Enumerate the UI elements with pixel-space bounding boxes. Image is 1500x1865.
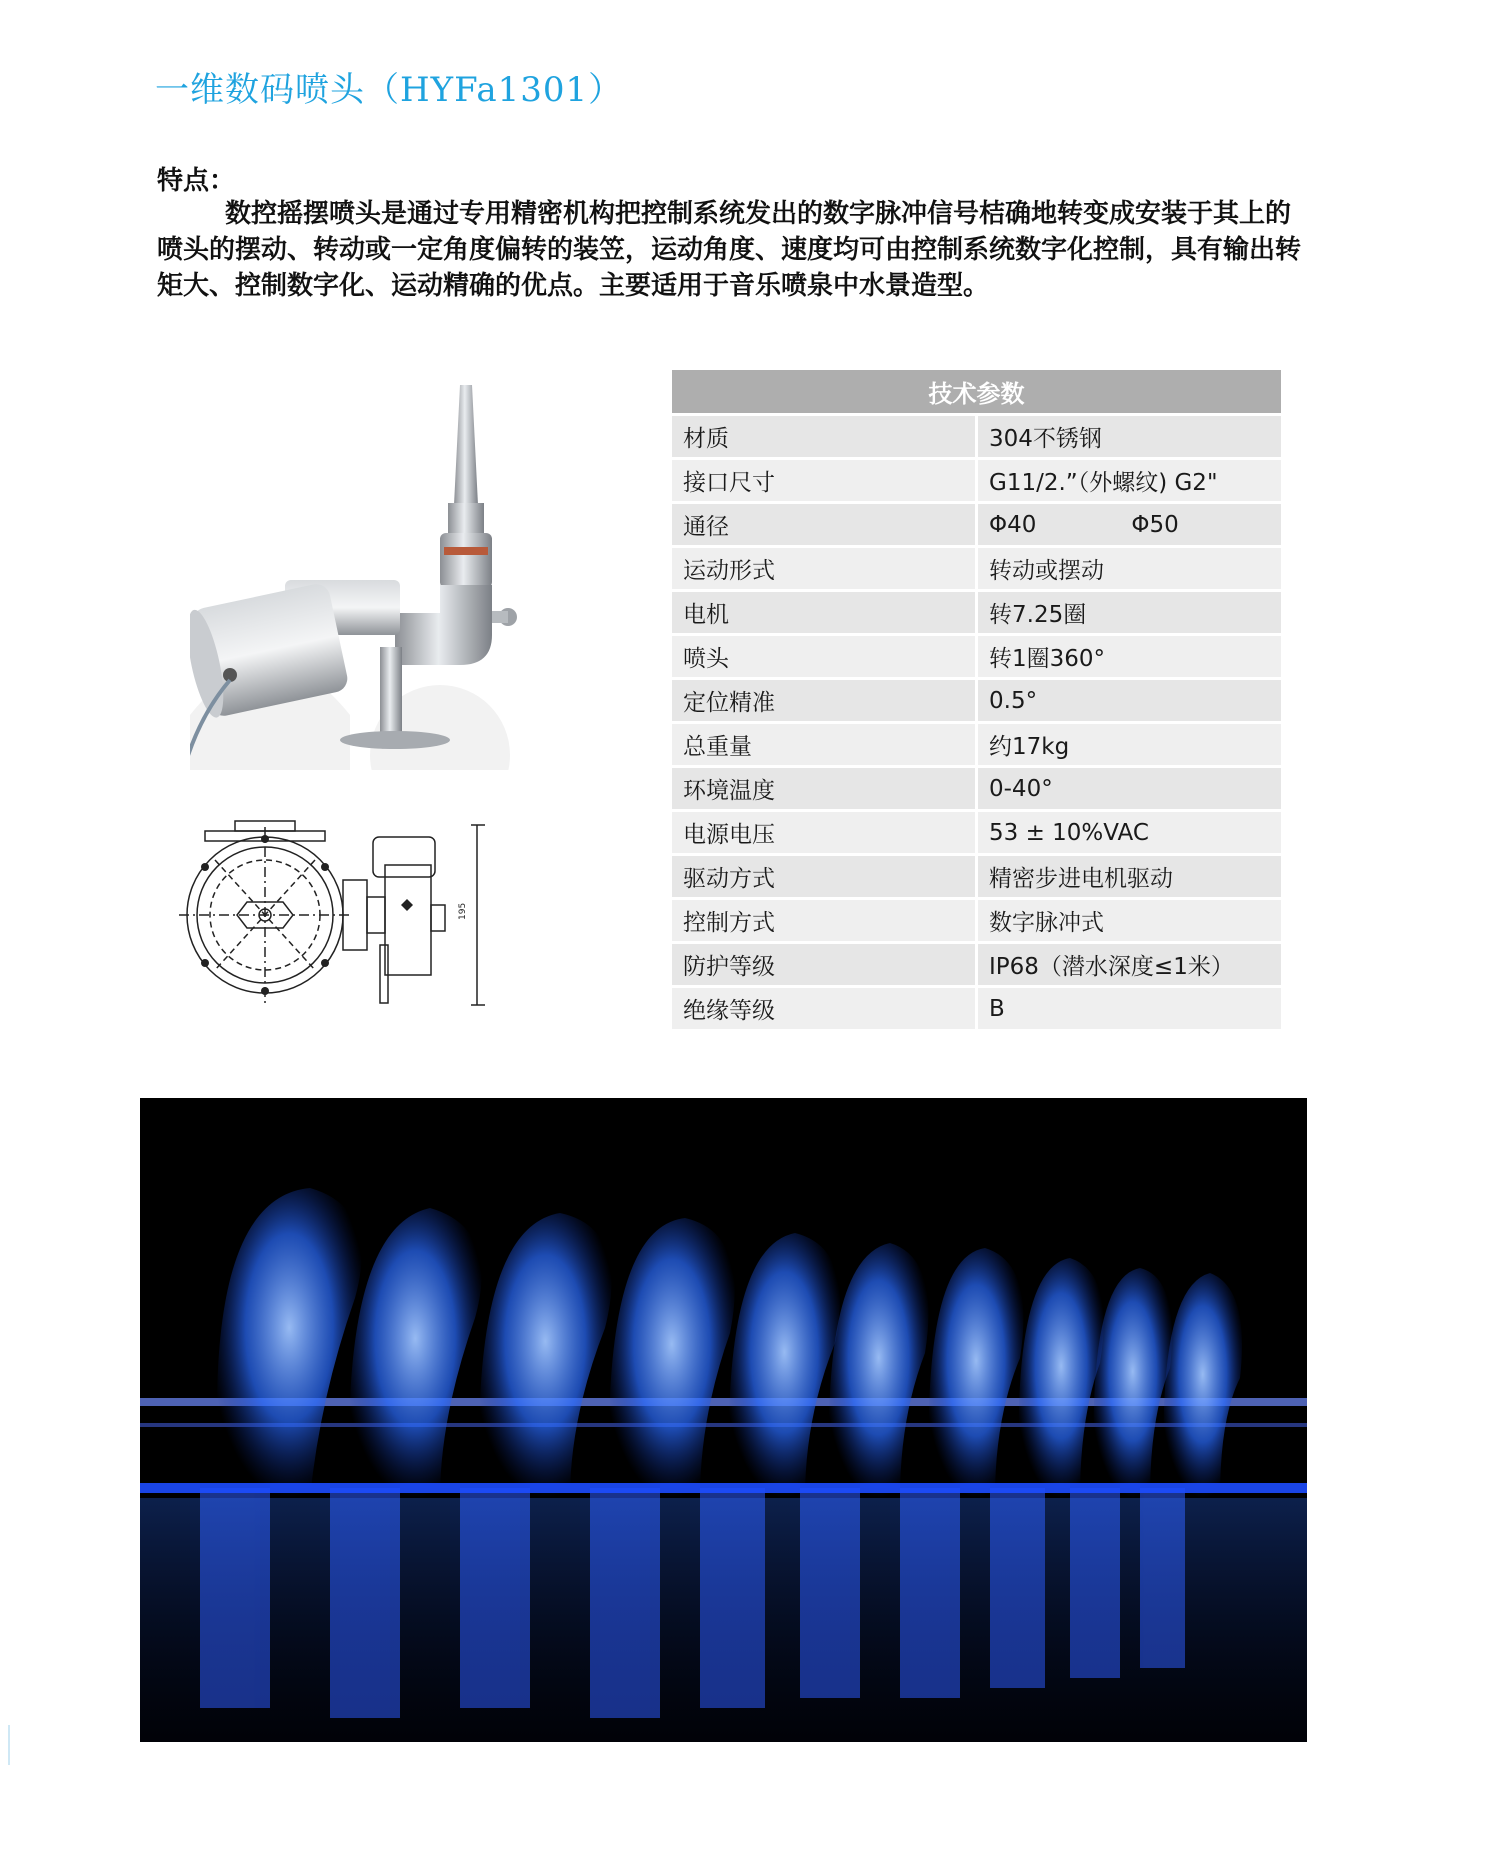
table-row: [672, 459, 1281, 503]
spec-value: 转7.25圈: [977, 591, 1282, 635]
table-row: [672, 723, 1281, 767]
spec-value: [977, 503, 1282, 547]
spec-table: [672, 370, 1281, 1032]
table-row: [672, 591, 1281, 635]
spec-value: 约17kg: [977, 723, 1282, 767]
spec-key: 绝缘等级: [672, 987, 977, 1031]
drawing-dimension: 195: [458, 902, 468, 920]
spec-value: G11/2.”（外螺纹) G2": [977, 459, 1282, 503]
table-row: [672, 635, 1281, 679]
spec-key: 控制方式: [672, 899, 977, 943]
page-title: 一维数码喷头（HYFa1301）: [155, 70, 624, 110]
spec-key: 电机: [672, 591, 977, 635]
table-row: [672, 987, 1281, 1031]
table-row: [672, 811, 1281, 855]
spec-key: 防护等级: [672, 943, 977, 987]
spec-value: B: [977, 987, 1282, 1031]
edge-mark: [8, 1725, 10, 1765]
features-label: 特点：: [157, 166, 236, 196]
spec-key: 环境温度: [672, 767, 977, 811]
spec-key: 材质: [672, 415, 977, 459]
spec-value: 转1圈360°: [977, 635, 1282, 679]
spec-value: 304不锈钢: [977, 415, 1282, 459]
features-text: 数控摇摆喷头是通过专用精密机构把控制系统发出的数字脉冲信号桔确地转变成安装于其上的喷头的摆动、转动或一定角度偏转的装笠，运动角度、速度均可由控制系统数字化控制，具有输出转矩大、控制数字化、运动精确的优点。主要适用于音乐喷泉中水景造型。: [157, 199, 1302, 301]
table-row: [672, 855, 1281, 899]
table-row: [672, 679, 1281, 723]
product-photo: [190, 385, 520, 770]
spec-value-2: Φ50: [1131, 511, 1179, 538]
table-row: [672, 767, 1281, 811]
spec-key: 运动形式: [672, 547, 977, 591]
table-row: [672, 943, 1281, 987]
spec-value: 0.5°: [977, 679, 1282, 723]
spec-value-1: Φ40: [989, 511, 1037, 538]
table-row: [672, 503, 1281, 547]
spec-table-header: 技术参数: [672, 370, 1281, 415]
spec-value: IP68（潜水深度≤1米）: [977, 943, 1282, 987]
technical-drawing: [175, 805, 525, 1015]
spec-key: 总重量: [672, 723, 977, 767]
spec-value: 0-40°: [977, 767, 1282, 811]
spec-value: 53 ± 10%VAC: [977, 811, 1282, 855]
spec-key: 喷头: [672, 635, 977, 679]
spec-value: 精密步进电机驱动: [977, 855, 1282, 899]
spec-key: 定位精准: [672, 679, 977, 723]
spec-key: 驱动方式: [672, 855, 977, 899]
table-row: [672, 415, 1281, 459]
spec-key: 通径: [672, 503, 977, 547]
fountain-night-photo: [140, 1098, 1307, 1742]
spec-key: 电源电压: [672, 811, 977, 855]
spec-key: 接口尺寸: [672, 459, 977, 503]
table-row: [672, 547, 1281, 591]
spec-value: 转动或摆动: [977, 547, 1282, 591]
table-row: [672, 899, 1281, 943]
spec-value: 数字脉冲式: [977, 899, 1282, 943]
